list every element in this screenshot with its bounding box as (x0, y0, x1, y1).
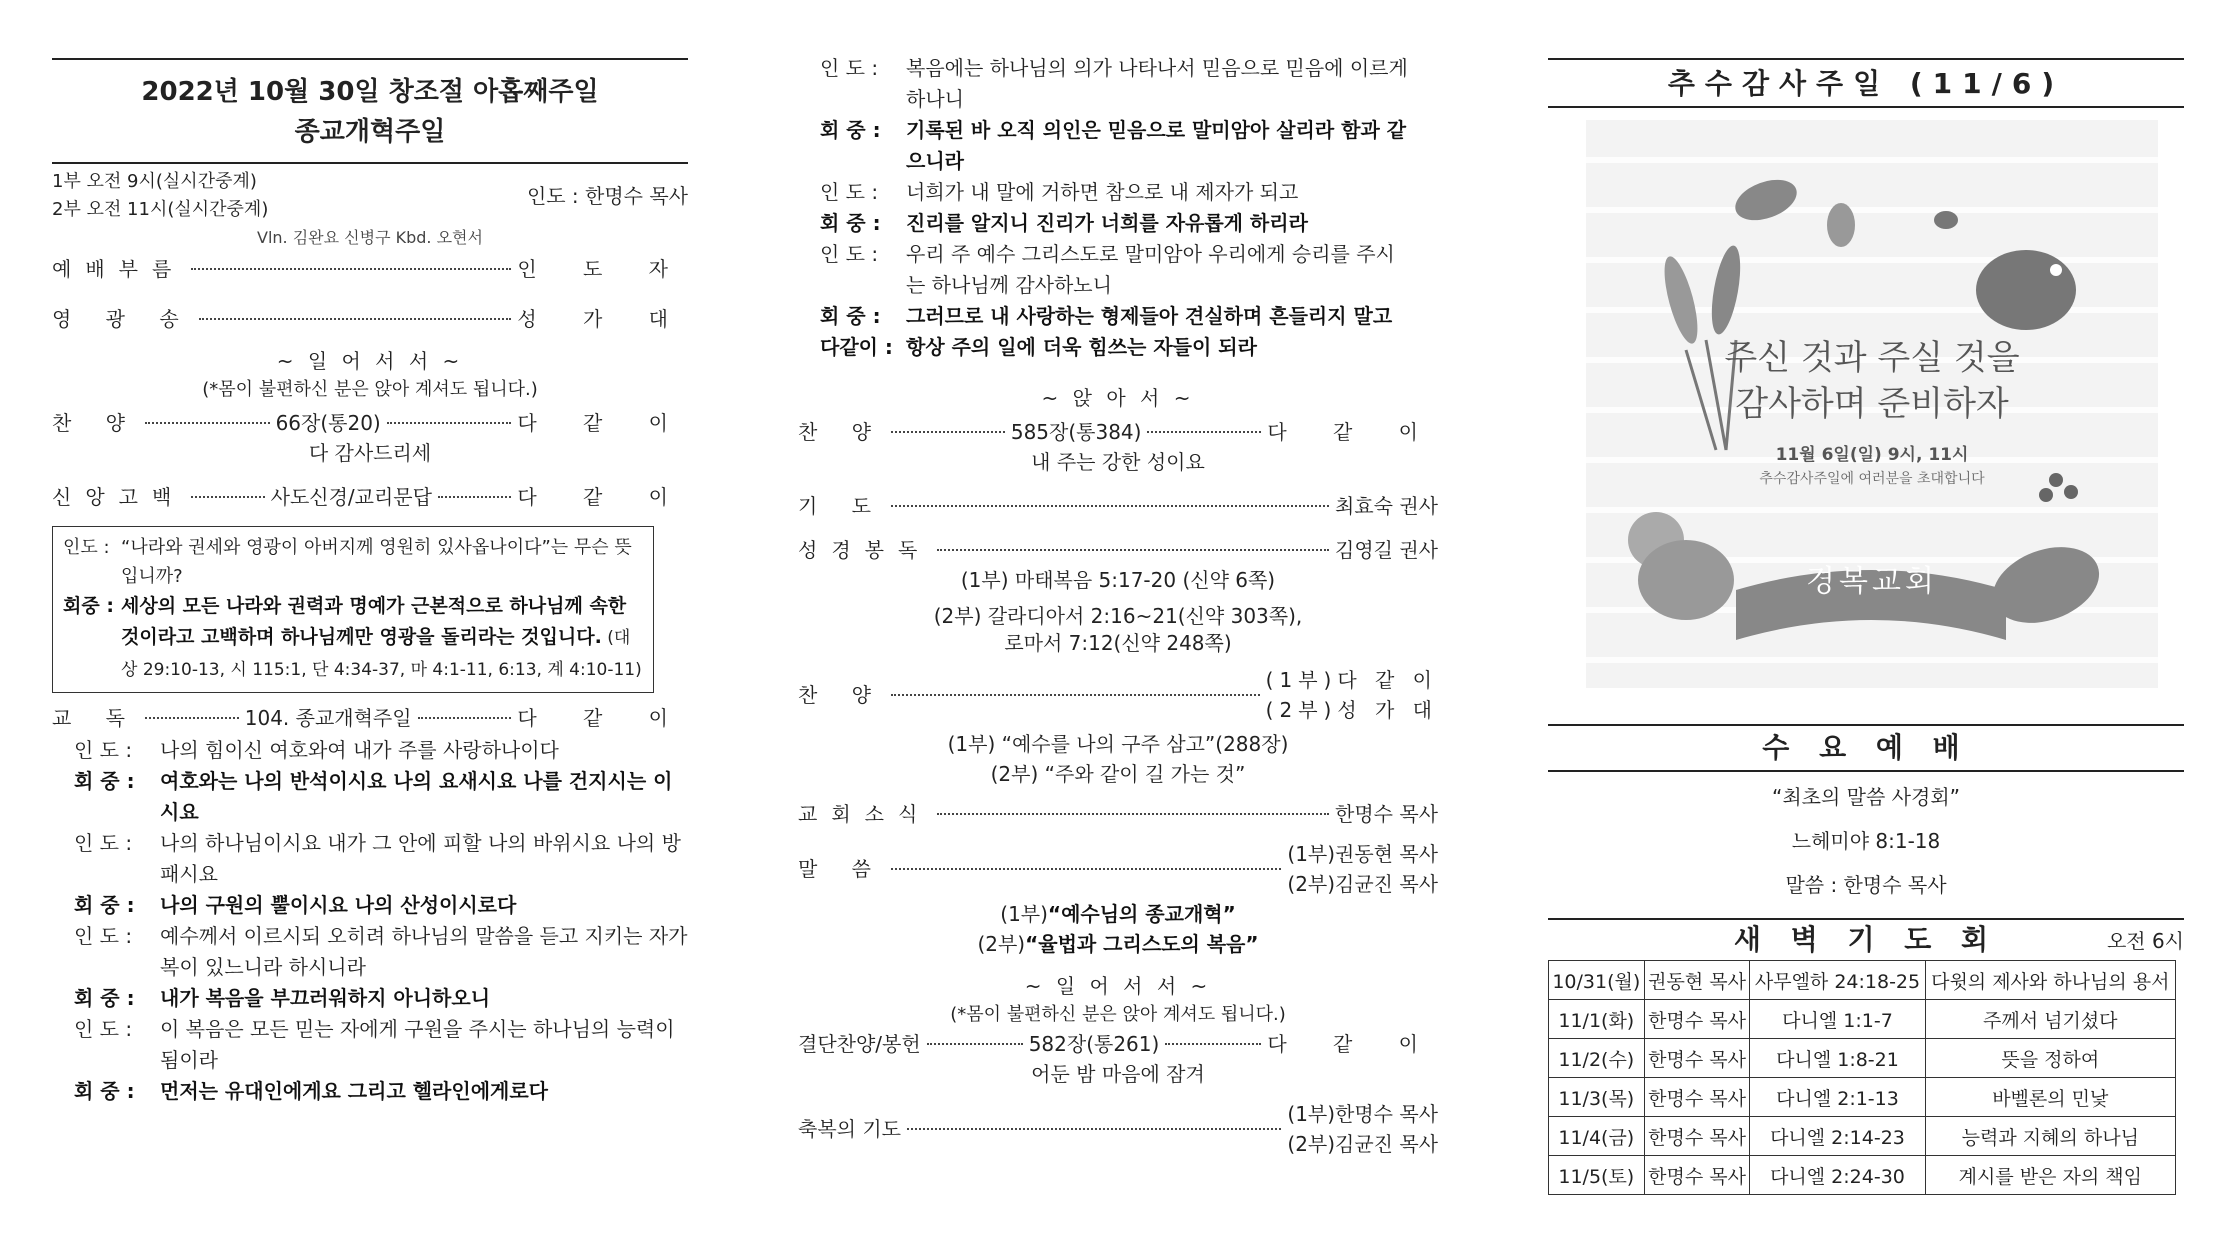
schedule-title: 뜻을 정하여 (1925, 1039, 2175, 1078)
responsive-line (74, 766, 688, 828)
order-of-worship-part1 (52, 0, 688, 1107)
announcements (1548, 0, 2184, 1195)
scripture-1: (1부) 마태복음 5:17-20 (신약 6쪽) (960, 568, 1276, 592)
final-hymn-title: 어둔 밤 마음에 잠겨 (1031, 1062, 1205, 1086)
hymn3-row: 찬 양 (1부)다 같 이 (2부)성 가 대 (798, 668, 1438, 722)
leader: 인도 : 한명수 목사 (526, 184, 688, 208)
speaker-label: 인 도 : (820, 180, 879, 204)
divider (1548, 106, 2184, 108)
speaker-label: 인 도 : (820, 56, 879, 80)
hymn3-title-2: (2부) “주와 같이 길 가는 것” (990, 762, 1246, 786)
service-2-time: 2부 오전 11시(실시간중계) (52, 199, 269, 220)
responsive-line (820, 208, 1410, 239)
speaker-label: 다같이 : (820, 335, 893, 359)
stand-instruction: ~ 일 어 서 서 ~ (276, 349, 464, 373)
poster-invite: 추수감사주일에 여러분을 초대합니다 (1759, 471, 1985, 487)
thanksgiving-title: 추수감사주일 (11/6) (1667, 67, 2065, 100)
speaker-label: 인 도 : (74, 831, 133, 855)
schedule-passage: 다니엘 2:14-23 (1750, 1117, 1925, 1156)
speaker-label: 인 도 : (820, 242, 879, 266)
news-row: 교회소식 한명수 목사 (798, 802, 1438, 826)
schedule-preacher: 한명수 목사 (1644, 1117, 1750, 1156)
responsive-text: 나의 구원의 뿔이시요 나의 산성이시로다 (160, 893, 517, 917)
schedule-title: 주께서 넘기셨다 (1925, 1000, 2175, 1039)
schedule-title: 능력과 지혜의 하나님 (1925, 1117, 2175, 1156)
schedule-preacher: 한명수 목사 (1644, 1078, 1750, 1117)
responsive-text: 이 복음은 모든 믿는 자에게 구원을 주시는 하나님의 능력이 됨이라 (160, 1017, 675, 1072)
responsive-line (820, 301, 1410, 332)
divider (52, 58, 688, 60)
call-to-worship-row: 예배부름 인 도 자 (52, 257, 688, 281)
schedule-passage: 다니엘 1:8-21 (1750, 1039, 1925, 1078)
bulletin-title: 2022년 10월 30일 창조절 아홉째주일 (141, 77, 599, 107)
speaker-label: 인 도 : (74, 738, 133, 762)
poster-church-name: 경복교회 (1806, 564, 1938, 599)
responsive-text: 기록된 바 오직 의인은 믿음으로 말미암아 살리라 함과 같으니라 (906, 118, 1407, 173)
dawn-prayer-schedule (1548, 960, 2176, 1195)
responsive-text: 우리 주 예수 그리스도로 말미암아 우리에게 승리를 주시는 하나님께 감사하노니 (906, 242, 1395, 297)
bulletin-subtitle: 종교개혁주일 (294, 117, 446, 147)
poster-date: 11월 6일(일) 9시, 11시 (1775, 445, 1969, 465)
responsive-line (74, 1014, 688, 1076)
poster-slogan-2: 감사하며 준비하자 (1735, 384, 2009, 424)
hymn2-title: 내 주는 강한 성이요 (1031, 450, 1205, 474)
schedule-title: 계시를 받은 자의 책임 (1925, 1156, 2175, 1195)
catechism-question: 인도 : “나라와 권세와 영광이 아버지께 영원히 있사옵나이다”는 무슨 뜻입니까? (63, 537, 632, 587)
responsive-text: 내가 복음을 부끄러워하지 아니하오니 (160, 986, 491, 1010)
responsive-line (74, 921, 688, 983)
service-1-time: 1부 오전 9시(실시간중계) (52, 171, 257, 192)
final-hymn-row: 결단찬양/봉헌 582장(통261) 다 같 이 (798, 1032, 1439, 1056)
catechism-answer: 회중 : 세상의 모든 나라와 권력과 명예가 근본적으로 하나님께 속한 것이라고 고백하며 하나님께만 영광을 돌리라는 것입니다. (대상 29:10-13, 시 115:1, 단 4:34-37, 마 4:1-11, 6:13, 계 4:10-11) (63, 595, 642, 680)
schedule-row (1549, 1000, 2176, 1039)
schedule-preacher: 한명수 목사 (1644, 1156, 1750, 1195)
responsive-line (820, 115, 1410, 177)
responsive-reading-cont (820, 53, 1410, 363)
schedule-date: 11/1(화) (1549, 1000, 1645, 1039)
speaker-label: 회 중 : (74, 1079, 135, 1103)
schedule-preacher: 한명수 목사 (1644, 1039, 1750, 1078)
speaker-label: 인 도 : (74, 1017, 133, 1041)
hymn3-title-1: (1부) “예수를 나의 구주 삼고”(288장) (947, 732, 1289, 756)
speaker-label: 회 중 : (820, 304, 881, 328)
schedule-date: 11/2(수) (1549, 1039, 1645, 1078)
order-of-worship-part2 (798, 0, 1438, 1159)
responsive-text: 복음에는 하나님의 의가 나타나서 믿음으로 믿음에 이르게 하나니 (906, 56, 1408, 111)
sermon-row: 말 씀 (1부)권동현 목사 (2부)김균진 목사 (798, 842, 1438, 896)
thanksgiving-poster (1586, 120, 2158, 688)
stand-note: (*몸이 불편하신 분은 앉아 계셔도 됩니다.) (202, 379, 538, 400)
responsive-text: 진리를 알지니 진리가 너희를 자유롭게 하리라 (906, 211, 1308, 235)
benediction-row: 축복의 기도 (1부)한명수 목사 (2부)김균진 목사 (798, 1102, 1438, 1156)
gloria-row: 영 광 송 성 가 대 (52, 307, 688, 331)
responsive-line (74, 983, 688, 1014)
schedule-preacher: 한명수 목사 (1644, 1000, 1750, 1039)
schedule-passage: 다니엘 1:1-7 (1750, 1000, 1925, 1039)
sit-instruction: ~ 앉 아 서 ~ (1041, 386, 1195, 410)
catechism-box (52, 526, 654, 693)
responsive-text: 먼저는 유대인에게요 그리고 헬라인에게로다 (160, 1079, 548, 1103)
prayer-row: 기 도 최효숙 권사 (798, 494, 1438, 518)
responsive-line (820, 332, 1410, 363)
wednesday-title: 수 요 예 배 (1762, 731, 1970, 764)
schedule-row (1549, 961, 2176, 1000)
dawn-prayer-title: 새 벽 기 도 회 (1733, 923, 1999, 956)
hymn2-row: 찬 양 585장(통384) 다 같 이 (798, 420, 1438, 444)
speaker-label: 회 중 : (74, 893, 135, 917)
speaker-label: 회 중 : (74, 769, 135, 793)
stand2-instruction: ~ 일 어 서 서 ~ (1024, 974, 1212, 998)
divider (52, 162, 688, 164)
schedule-date: 11/3(목) (1549, 1078, 1645, 1117)
hymn-title: 다 감사드리세 (308, 441, 432, 465)
schedule-row (1549, 1156, 2176, 1195)
dawn-prayer-header (1548, 920, 2184, 960)
responsive-text: 여호와는 나의 반석이시요 나의 요새시요 나를 건지시는 이시요 (160, 769, 673, 824)
responsive-line (820, 53, 1410, 115)
schedule-date: 10/31(월) (1549, 961, 1645, 1000)
schedule-date: 11/4(금) (1549, 1117, 1645, 1156)
responsive-reading (74, 735, 688, 1107)
wednesday-subject: “최초의 말씀 사경회” (1772, 785, 1960, 809)
responsive-text: 너희가 내 말에 거하면 참으로 내 제자가 되고 (906, 180, 1299, 204)
speaker-label: 회 중 : (820, 118, 881, 142)
responsive-text: 항상 주의 일에 더욱 힘쓰는 자들이 되라 (906, 335, 1257, 359)
responsive-line (74, 890, 688, 921)
schedule-row (1549, 1039, 2176, 1078)
schedule-preacher: 권동현 목사 (1644, 961, 1750, 1000)
dawn-prayer-time: 오전 6시 (2106, 929, 2184, 953)
responsive-line (74, 828, 688, 890)
wednesday-text: 느헤미야 8:1-18 (1791, 829, 1941, 853)
schedule-title: 바벨론의 민낯 (1925, 1078, 2175, 1117)
stand2-note: (*몸이 불편하신 분은 앉아 계셔도 됩니다.) (950, 1004, 1286, 1025)
responsive-reading-row: 교 독 104. 종교개혁주일 다 같 이 (52, 706, 688, 730)
schedule-passage: 사무엘하 24:18-25 (1750, 961, 1925, 1000)
responsive-text: 나의 하나님이시요 내가 그 안에 피할 나의 바위시요 나의 방패시요 (160, 831, 681, 886)
schedule-title: 다윗의 제사와 하나님의 용서 (1925, 961, 2175, 1000)
speaker-label: 인 도 : (74, 924, 133, 948)
speaker-label: 회 중 : (820, 211, 881, 235)
divider (1548, 770, 2184, 772)
schedule-row (1549, 1117, 2176, 1156)
responsive-line (74, 735, 688, 766)
responsive-text: 나의 힘이신 여호와여 내가 주를 사랑하나이다 (160, 738, 559, 762)
hymn-row: 찬 양 66장(통20) 다 같 이 (52, 411, 688, 435)
poster-slogan-1: 주신 것과 주실 것을 (1724, 338, 2020, 378)
scripture-row: 성경봉독 김영길 권사 (798, 538, 1438, 562)
responsive-text: 예수께서 이르시되 오히려 하나님의 말씀을 듣고 지키는 자가 복이 있느니라 하시니라 (160, 924, 688, 979)
musicians: Vln. 김완요 신병구 Kbd. 오현서 (257, 228, 483, 247)
responsive-line (820, 177, 1410, 208)
schedule-passage: 다니엘 2:1-13 (1750, 1078, 1925, 1117)
schedule-date: 11/5(토) (1549, 1156, 1645, 1195)
responsive-text: 그러므로 내 사랑하는 형제들아 견실하며 흔들리지 말고 (906, 304, 1393, 328)
sermon-title-2: (2부)“율법과 그리스도의 복음” (977, 932, 1259, 956)
wednesday-speaker: 말씀 : 한명수 목사 (1785, 873, 1947, 897)
sermon-title-1: (1부)“예수님의 종교개혁” (1000, 902, 1236, 926)
speaker-label: 회 중 : (74, 986, 135, 1010)
divider (1548, 58, 2184, 60)
responsive-line (820, 239, 1410, 301)
creed-row: 신앙고백 사도신경/교리문답 다 같 이 (52, 485, 688, 509)
schedule-row (1549, 1078, 2176, 1117)
scripture-2b: 로마서 7:12(신약 248쪽) (1004, 631, 1232, 655)
scripture-2a: (2부) 갈라디아서 2:16~21(신약 303쪽), (933, 604, 1303, 628)
schedule-passage: 다니엘 2:24-30 (1750, 1156, 1925, 1195)
responsive-line (74, 1076, 688, 1107)
service-times (52, 168, 688, 224)
